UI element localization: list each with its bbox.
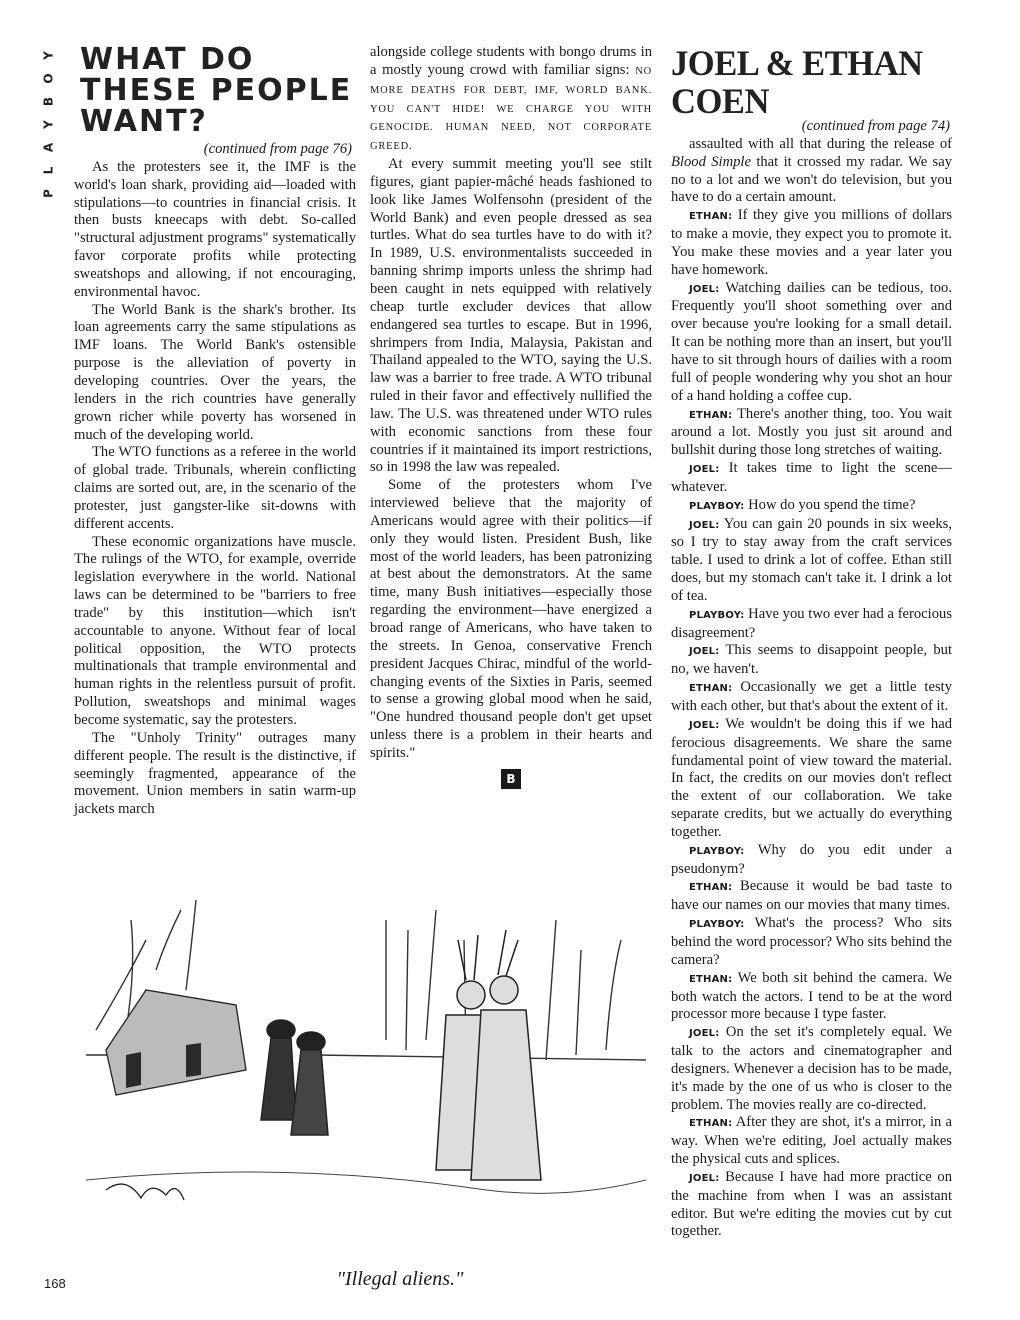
qa-entry [671,642,952,679]
answer-text: On the set it's completely equal. We talk to the actors and cinematographer and designers. Whenever a decision has to be made, it's made by the one of us who is closer to the problem. The movies really are co-directed. [671,1024,952,1113]
qa-entry [671,406,952,461]
interview-column [671,44,952,1241]
sidebar-letter: Y [41,120,56,129]
qa-entry [671,1169,952,1241]
answer-text: If they give you millions of dollars to make a movie, they expect you to promote it. You make these movies and a year later you have homework. [671,207,952,278]
qa-entry [671,915,952,970]
answer-text: Have you two ever had a ferocious disagreement? [671,605,952,641]
answer-text: Because it would be bad taste to have our names on our movies that many times. [671,878,952,914]
answer-text: Because I have had more practice on the machine from when I was an assistant editor. But we're editing the movies cut by cut together. [671,1168,952,1240]
magazine-sidebar [41,44,57,205]
speaker-label: ETHAN: [689,211,733,223]
paragraph: As the protesters see it, the IMF is the world's loan shark, providing aid—loaded with stipulations—to countries in financial crisis. It then busts kneecaps with debt. So-called "structural adjustment programs" systematically favor corporate profits while protecting sweatshops and allowing, if not encouraging, environmental havoc. [74,158,356,300]
qa-entry [671,516,952,606]
qa-entry [671,1024,952,1114]
continued-note: (continued from page 74) [801,118,950,134]
paragraph: At every summit meeting you'll see stilt figures, giant papier-mâché heads fashioned to look like James Wolfensohn (president of the World Bank) and even people dressed as sea turtles. What do sea turtles have to do with it? In 1989, U.S. environmentalists succeeded in banning shrimp imports unless the shrimp had been caught in nets equipped with relatively cheap turtle excluder devices that allow endangered sea turtles to escape. But in 1996, shrimpers from India, Malaysia, Pakistan and Thailand appealed to the WTO, saying the U.S. law was a barrier to free trade. A WTO tribunal ruled in their favor and effectively nullified the law. The U.S. was threatened under WTO rules with economic sanctions from these four countries if it maintained its import restrictions, so in 1998 the law was repealed. [370,156,652,476]
article-title: WHAT DO THESE PEOPLE WANT? [80,42,353,139]
protest-signs: NO MORE DEATHS FOR DEBT, IMF, WORLD BANK. YOU CAN'T HIDE! WE CHARGE YOU WITH GENOCIDE. HUMAN NEED, NOT CORPORATE GREED. [370,65,652,153]
qa-entry [671,207,952,279]
speaker-label: PLAYBOY: [689,919,745,931]
speaker-label: ETHAN: [689,1118,733,1130]
speaker-label: JOEL: [689,719,720,731]
speaker-label: ETHAN: [689,882,733,894]
sidebar-letter: L [41,166,56,175]
sidebar-letter: A [41,142,56,153]
speaker-label: PLAYBOY: [689,845,745,857]
sidebar-letter: B [41,96,56,107]
continued-note: (continued from page 76) [203,141,352,157]
answer-text: Watching dailies can be tedious, too. Frequently you'll shoot something over and over because you're looking for a small detail. It can be nothing more than an insert, but you'll have to sit through hours of dailies with a room full of people wondering why you shot an hour of a hand holding a coffee cup. [671,279,952,404]
speaker-label: ETHAN: [689,409,733,421]
qa-entry [671,878,952,915]
speaker-label: ETHAN: [689,683,733,695]
speaker-label: JOEL: [689,519,720,531]
speaker-label: JOEL: [689,646,720,658]
answer-text: Why do you edit under a pseudonym? [671,841,952,877]
speaker-label: ETHAN: [689,973,733,985]
answer-text: Occasionally we get a little testy with each other, but that's about the extent of it. [671,679,952,714]
qa-entry [671,1114,952,1169]
qa-list [671,207,952,1241]
answer-text: It takes time to light the scene—whatever. [671,460,952,495]
cartoon-illustration [86,880,646,1250]
answer-text: What's the process? Who sits behind the word processor? Who sits behind the camera? [671,915,952,968]
paragraph: The "Unholy Trinity" outrages many different people. The result is the distinctive, if seemingly fragmented, appearance of the movement. Union members in satin warm-up jackets march [74,729,356,818]
paragraph [370,44,652,156]
answer-text: You can gain 20 pounds in six weeks, so I try to stay away from the craft services table. I used to drink a lot of coffee. Ethan still does, but my stomach can't take it. I drink a lot of tea. [671,515,952,604]
paragraph: These economic organizations have muscle. The rulings of the WTO, for example, override legislation everywhere in the world. National laws can be determined to be "barriers to free trade" by this institution—which isn't accountable to anyone. Without fear of local political opposition, the WTO protects multinationals that trample environmental and human rights in the relentless pursuit of profit. Pollution, sweatshops and minimal wages become systematic, say the protesters. [74,533,356,728]
qa-entry [671,280,952,406]
speaker-label: JOEL: [689,1028,720,1040]
qa-entry [671,842,952,879]
paragraph-lead: alongside college students with bongo drums in a mostly young crowd with familiar signs: [370,44,652,78]
speaker-label: PLAYBOY: [689,500,745,512]
answer-text: We wouldn't be doing this if we had ferocious disagreements. We share the same fundamental point of view toward the material. In fact, the credits on our movies don't reflect the extent of our collaboration. We take separate credits, but we actually do everything together. [671,715,952,840]
speaker-label: JOEL: [689,1172,720,1184]
end-mark-icon: B [370,769,652,789]
sidebar-letter: O [41,73,56,84]
answer-text: There's another thing, too. You wait around a lot. Mostly you just sit around and bullshit during those long stretches of waiting. [671,405,952,459]
qa-entry [671,716,952,842]
speaker-label: PLAYBOY: [689,609,745,621]
qa-entry [671,606,952,643]
qa-entry [671,497,952,516]
paragraph: The World Bank is the shark's brother. Its loan agreements carry the same stipulations as IMF loans. The World Bank's ostensible purpose is the alleviation of poverty in developing countries. Over the years, the lenders in the rich countries have generally grown richer while poverty has worsened in much of the developing world. [74,301,356,443]
paragraph: Some of the protesters whom I've interviewed believe that the majority of Americans would agree with their politics—if only they would listen. President Bush, like most of the world leaders, has been patronizing at best about the demonstrators. At the same time, many Bush initiatives—especially those regarding the environment—have energized a broad range of Americans, who have taken to the streets. In Genoa, conservative French president Jacques Chirac, mindful of the world-changing events of the Sixties in Paris, seemed to sense a growing global mood when he said, "One hundred thousand people don't get upset unless there is a problem in their hearts and spirits." [370,477,652,761]
speaker-label: JOEL: [689,283,720,295]
answer-text: How do you spend the time? [744,496,916,513]
interview-title: JOEL & ETHAN COEN [671,43,923,121]
film-title: Blood Simple [671,153,751,170]
paragraph: The WTO functions as a referee in the world of global trade. Tribunals, wherein conflicting claims are sorted out, are, in the scenario of the protester, just gangster-like sit-downs with different accents. [74,444,356,532]
interview-intro: assaulted with all that during the release of Blood Simple that it crossed my radar. We say no to a lot and we won't do television, but you have to do a certain amount. [671,135,952,206]
qa-entry [671,679,952,716]
sidebar-letter: Y [41,51,56,60]
article-column-2 [370,44,652,789]
answer-text: After they are shot, it's a mirror, in a way. When we're editing, Joel actually makes the physical cuts and splices. [671,1114,952,1168]
qa-entry [671,460,952,497]
sidebar-letter: P [41,189,56,198]
answer-text: This seems to disappoint people, but no, we haven't. [671,642,952,678]
article-column-1 [74,44,356,819]
speaker-label: JOEL: [689,464,720,476]
cartoon-caption: "Illegal aliens." [336,1268,464,1290]
answer-text: We both sit behind the camera. We both watch the actors. I tend to be at the word processor more because I type faster. [671,969,952,1023]
qa-entry [671,970,952,1025]
page-number: 168 [44,1276,66,1291]
